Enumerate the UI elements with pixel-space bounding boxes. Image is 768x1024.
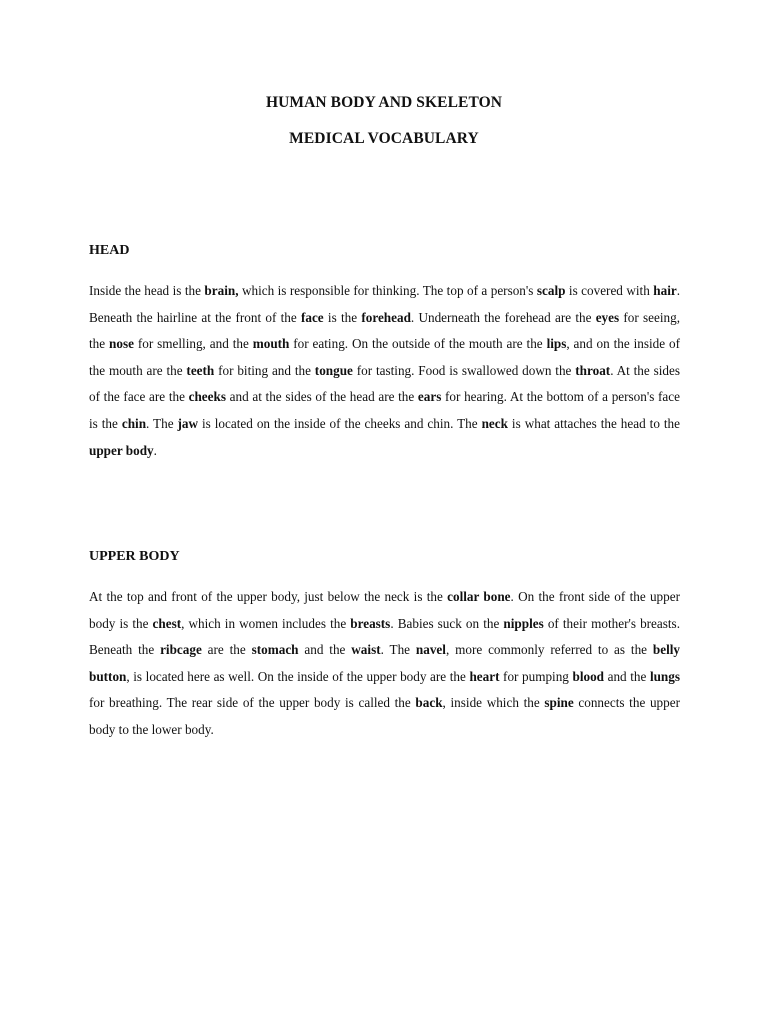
text-run: . At the sides of the face are the bbox=[89, 362, 680, 405]
vocab-term: tongue bbox=[314, 362, 353, 378]
vocab-term: neck bbox=[481, 415, 508, 431]
vocab-term: scalp bbox=[536, 283, 566, 298]
vocab-term: face bbox=[300, 309, 324, 325]
text-run: is located on the inside of the cheeks and chin. The bbox=[198, 415, 482, 431]
vocab-term: back bbox=[415, 695, 443, 711]
vocab-term: eyes bbox=[595, 309, 620, 325]
text-run: . The bbox=[380, 642, 416, 658]
vocab-term: upper body bbox=[89, 442, 154, 458]
text-run: for tasting. Food is swallowed down the bbox=[352, 362, 576, 378]
vocab-term: stomach bbox=[251, 642, 299, 658]
vocab-term: lips bbox=[546, 336, 567, 352]
vocab-term: ribcage bbox=[160, 642, 202, 658]
text-run: which is responsible for thinking. The top of a person's bbox=[238, 283, 537, 298]
vocab-term: breasts bbox=[350, 615, 391, 631]
vocab-term: chest bbox=[152, 615, 182, 631]
vocab-term: brain, bbox=[204, 283, 239, 298]
text-run: . Beneath the hairline at the front of the bbox=[89, 283, 681, 325]
text-run: connects the upper body to the lower body. bbox=[89, 695, 680, 737]
vocab-term: blood bbox=[572, 668, 605, 684]
text-run: for pumping bbox=[499, 668, 573, 684]
text-run: for biting and the bbox=[214, 362, 315, 378]
text-run: . The bbox=[146, 415, 178, 431]
section-heading-upper-body: UPPER BODY bbox=[89, 549, 180, 564]
text-run: for seeing, the bbox=[89, 309, 680, 352]
text-run: and the bbox=[604, 668, 650, 684]
section-paragraph-upper-body bbox=[89, 584, 680, 744]
text-run: . Underneath the forehead are the bbox=[410, 309, 596, 325]
document-title: HUMAN BODY AND SKELETON bbox=[265, 94, 503, 111]
vocab-term: nipples bbox=[503, 615, 544, 631]
vocab-term: lungs bbox=[649, 668, 680, 684]
vocab-term: throat bbox=[575, 362, 611, 378]
text-run: , inside which the bbox=[442, 695, 545, 711]
text-run: is covered with bbox=[565, 283, 654, 298]
vocab-term: collar bone bbox=[447, 589, 511, 604]
text-run: of their mother's breasts. Beneath the bbox=[89, 615, 680, 658]
text-run: . bbox=[153, 442, 157, 458]
text-run: . Babies suck on the bbox=[390, 615, 504, 631]
vocab-term: nose bbox=[109, 336, 134, 352]
vocab-term: jaw bbox=[177, 415, 199, 431]
text-run: is what attaches the head to the bbox=[507, 415, 680, 431]
text-run: , and on the inside of the mouth are the bbox=[89, 336, 681, 378]
vocab-term: cheeks bbox=[188, 389, 226, 405]
vocab-term: chin bbox=[121, 415, 147, 431]
text-run: for hearing. At the bottom of a person's face is the bbox=[89, 389, 680, 431]
text-run: . On the front side of the upper body is the bbox=[89, 589, 680, 631]
document-subtitle: MEDICAL VOCABULARY bbox=[289, 130, 479, 147]
text-run: for breathing. The rear side of the upper body is called the bbox=[89, 695, 416, 711]
vocab-term: ears bbox=[417, 389, 442, 405]
vocab-term: belly button bbox=[89, 642, 680, 684]
section-heading-head: HEAD bbox=[89, 243, 130, 258]
vocab-term: waist bbox=[351, 642, 381, 658]
vocab-term: mouth bbox=[252, 336, 290, 352]
vocab-term: hair bbox=[653, 283, 677, 298]
vocab-term: forehead bbox=[361, 309, 411, 325]
text-run: and the bbox=[298, 642, 352, 658]
text-run: Inside the head is the bbox=[89, 283, 205, 298]
vocab-term: teeth bbox=[186, 362, 215, 378]
vocab-term: spine bbox=[544, 695, 574, 711]
text-run: , more commonly referred to as the bbox=[445, 642, 653, 658]
text-run: are the bbox=[201, 642, 252, 658]
text-run: for eating. On the outside of the mouth are the bbox=[289, 336, 547, 352]
text-run: for smelling, and the bbox=[133, 336, 253, 352]
text-run: is the bbox=[323, 309, 362, 325]
text-run: At the top and front of the upper body, just below the neck is the bbox=[89, 589, 448, 604]
vocab-term: heart bbox=[469, 668, 500, 684]
section-paragraph-head bbox=[89, 278, 680, 464]
vocab-term: navel bbox=[415, 642, 446, 658]
text-run: , which in women includes the bbox=[181, 615, 351, 631]
text-run: , is located here as well. On the inside of the upper body are the bbox=[126, 668, 470, 684]
text-run: and at the sides of the head are the bbox=[225, 389, 418, 405]
